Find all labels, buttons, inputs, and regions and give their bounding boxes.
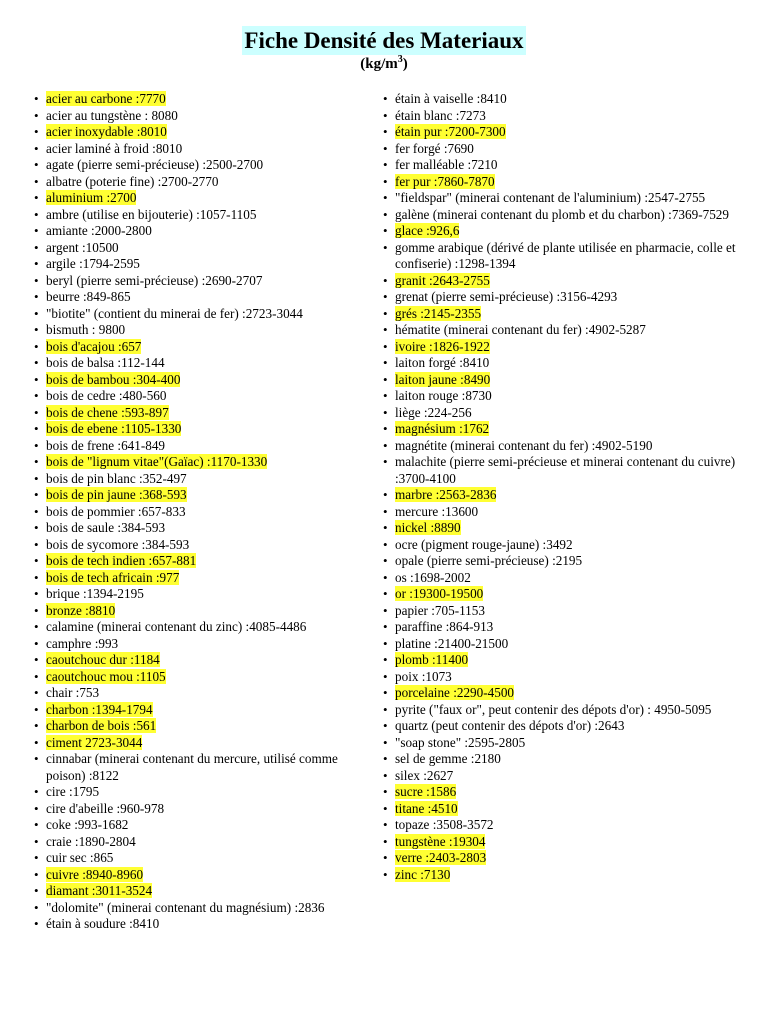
material-item	[34, 619, 368, 636]
material-text: cire d'abeille :960-978	[46, 800, 165, 816]
material-text: cire :1795	[46, 784, 100, 799]
material-item	[34, 850, 368, 867]
material-item	[34, 570, 368, 587]
material-text: pyrite ("faux or", peut contenir des dépots d'or) : 4950-5095	[395, 701, 712, 717]
material-item	[34, 520, 368, 537]
material-item	[383, 603, 739, 620]
material-item	[34, 603, 368, 620]
material-item	[383, 669, 739, 686]
material-item	[34, 801, 368, 818]
material-item	[34, 471, 368, 488]
material-item	[34, 124, 368, 141]
material-text: laiton forgé :8410	[395, 355, 490, 370]
material-text: agate (pierre semi-précieuse) :2500-2700	[46, 157, 264, 172]
material-text: beurre :849-865	[46, 289, 131, 304]
subtitle-exponent: 3	[397, 54, 403, 65]
material-text: bois de frene :641-849	[46, 437, 166, 453]
material-text: étain à vaiselle :8410	[395, 91, 507, 106]
right-column-list	[383, 91, 739, 883]
material-text: nickel :8890	[395, 520, 461, 535]
material-text: plomb :11400	[395, 652, 469, 667]
material-item	[383, 405, 739, 422]
material-text: beryl (pierre semi-précieuse) :2690-2707	[46, 272, 263, 288]
material-item	[383, 487, 739, 504]
material-item	[383, 108, 739, 125]
material-text: fer forgé :7690	[395, 140, 474, 156]
material-text: opale (pierre semi-précieuse) :2195	[395, 553, 583, 568]
material-item	[383, 619, 739, 636]
material-item	[34, 916, 368, 933]
material-text: bois de sycomore :384-593	[46, 536, 190, 552]
material-text: bois de saule :384-593	[46, 520, 166, 535]
material-item	[383, 339, 739, 356]
material-text: mercure :13600	[395, 503, 479, 519]
material-text: gomme arabique (dérivé de plante utilisée en pharmacie, colle et confiserie) :1298-1394	[395, 239, 736, 271]
material-item	[383, 273, 739, 290]
material-item	[34, 91, 368, 108]
material-item	[383, 867, 739, 884]
material-text: verre :2403-2803	[395, 850, 487, 865]
material-item	[383, 174, 739, 191]
material-text: craie :1890-2804	[46, 833, 136, 849]
material-item	[34, 355, 368, 372]
material-text: laiton jaune :8490	[395, 371, 491, 387]
material-item	[34, 751, 368, 784]
material-item	[34, 256, 368, 273]
material-item	[34, 405, 368, 422]
material-text: charbon :1394-1794	[46, 701, 153, 717]
material-item	[383, 718, 739, 735]
material-text: "soap stone" :2595-2805	[395, 734, 526, 750]
material-item	[383, 421, 739, 438]
material-item	[34, 108, 368, 125]
material-text: acier laminé à froid :8010	[46, 140, 183, 156]
material-item	[383, 240, 739, 273]
material-text: bois d'acajou :657	[46, 338, 142, 354]
material-item	[34, 735, 368, 752]
material-item	[383, 355, 739, 372]
material-text: liège :224-256	[395, 404, 472, 420]
page-subtitle	[0, 55, 768, 73]
material-text: platine :21400-21500	[395, 635, 509, 651]
material-text: caoutchouc mou :1105	[46, 668, 166, 684]
material-text: cuivre :8940-8960	[46, 866, 144, 882]
material-text: camphre :993	[46, 635, 119, 651]
material-item	[383, 537, 739, 554]
material-item	[34, 718, 368, 735]
material-text: argent :10500	[46, 239, 119, 255]
material-text: cuir sec :865	[46, 850, 114, 865]
material-text: porcelaine :2290-4500	[395, 685, 515, 700]
material-text: glace :926,6	[395, 223, 460, 238]
material-text: argile :1794-2595	[46, 256, 140, 271]
material-text: zinc :7130	[395, 866, 451, 882]
material-item	[34, 652, 368, 669]
material-item	[34, 702, 368, 719]
material-text: "fieldspar" (minerai contenant de l'aluminium) :2547-2755	[395, 190, 706, 205]
material-text: grés :2145-2355	[395, 305, 482, 321]
material-text: diamant :3011-3524	[46, 883, 153, 898]
material-text: coke :993-1682	[46, 817, 129, 832]
material-item	[34, 900, 368, 917]
material-item	[34, 487, 368, 504]
material-text: acier au tungstène : 8080	[46, 107, 178, 123]
material-text: or :19300-19500	[395, 586, 484, 601]
material-text: papier :705-1153	[395, 602, 485, 618]
material-item	[383, 157, 739, 174]
material-item	[34, 834, 368, 851]
material-text: os :1698-2002	[395, 569, 471, 585]
material-item	[34, 174, 368, 191]
material-text: magnétite (minerai contenant du fer) :4902-5190	[395, 437, 653, 453]
material-text: bismuth : 9800	[46, 322, 126, 337]
material-text: acier au carbone :7770	[46, 91, 166, 106]
material-item	[383, 636, 739, 653]
material-item	[34, 190, 368, 207]
material-text: paraffine :864-913	[395, 619, 494, 634]
material-item	[34, 784, 368, 801]
material-text: albatre (poterie fine) :2700-2770	[46, 173, 219, 189]
material-item	[383, 223, 739, 240]
material-item	[34, 636, 368, 653]
material-item	[383, 817, 739, 834]
material-item	[383, 553, 739, 570]
material-item	[383, 702, 739, 719]
material-item	[34, 883, 368, 900]
material-text: bois de chene :593-897	[46, 404, 169, 420]
material-text: bronze :8810	[46, 602, 116, 618]
material-item	[34, 306, 368, 323]
material-item	[383, 438, 739, 455]
material-item	[383, 735, 739, 752]
material-item	[34, 289, 368, 306]
material-text: bois de ebene :1105-1330	[46, 421, 182, 436]
material-text: cinnabar (minerai contenant du mercure, utilisé comme poison) :8122	[46, 751, 338, 783]
material-text: ambre (utilise en bijouterie) :1057-1105	[46, 206, 257, 222]
material-item	[383, 124, 739, 141]
material-text: fer pur :7860-7870	[395, 173, 495, 189]
material-item	[34, 817, 368, 834]
material-text: étain à soudure :8410	[46, 916, 160, 931]
material-item	[34, 372, 368, 389]
material-item	[383, 141, 739, 158]
material-text: quartz (peut contenir des dépots d'or) :2643	[395, 718, 625, 733]
material-text: grenat (pierre semi-précieuse) :3156-4293	[395, 289, 618, 304]
material-item	[34, 685, 368, 702]
subtitle-unit: (kg/m	[360, 56, 398, 72]
material-text: ciment 2723-3044	[46, 734, 143, 750]
material-item	[34, 553, 368, 570]
material-item	[383, 190, 739, 207]
material-item	[34, 322, 368, 339]
material-text: galène (minerai contenant du plomb et du charbon) :7369-7529	[395, 206, 729, 222]
material-text: bois de balsa :112-144	[46, 355, 165, 370]
material-item	[34, 504, 368, 521]
material-item	[383, 306, 739, 323]
material-item	[383, 207, 739, 224]
material-item	[34, 157, 368, 174]
material-text: étain pur :7200-7300	[395, 124, 506, 139]
material-item	[34, 339, 368, 356]
material-item	[34, 669, 368, 686]
material-text: ivoire :1826-1922	[395, 338, 490, 354]
material-text: sel de gemme :2180	[395, 751, 501, 766]
material-text: bois de pin jaune :368-593	[46, 487, 187, 502]
material-text: granit :2643-2755	[395, 272, 490, 288]
material-text: marbre :2563-2836	[395, 487, 497, 502]
material-text: bois de cedre :480-560	[46, 388, 167, 403]
material-item	[383, 504, 739, 521]
material-text: bois de tech indien :657-881	[46, 553, 197, 568]
material-text: chair :753	[46, 685, 100, 700]
material-text: bois de pin blanc :352-497	[46, 470, 187, 486]
material-text: ocre (pigment rouge-jaune) :3492	[395, 536, 573, 552]
material-item	[383, 372, 739, 389]
material-text: hématite (minerai contenant du fer) :4902-5287	[395, 322, 646, 337]
material-text: laiton rouge :8730	[395, 388, 492, 403]
material-item	[34, 240, 368, 257]
page-title: Fiche Densité des Materiaux	[244, 28, 524, 53]
material-item	[383, 801, 739, 818]
material-text: "dolomite" (minerai contenant du magnésium) :2836	[46, 899, 325, 915]
material-item	[383, 850, 739, 867]
material-text: topaze :3508-3572	[395, 817, 494, 832]
material-text: étain blanc :7273	[395, 107, 486, 123]
material-item	[34, 537, 368, 554]
material-item	[34, 141, 368, 158]
material-item	[34, 867, 368, 884]
material-text: bois de pommier :657-833	[46, 503, 186, 519]
material-text: malachite (pierre semi-précieuse et minerai contenant du cuivre) :3700-4100	[395, 454, 736, 486]
material-item	[34, 421, 368, 438]
material-item	[34, 388, 368, 405]
material-item	[383, 751, 739, 768]
material-text: brique :1394-2195	[46, 586, 144, 601]
material-item	[34, 273, 368, 290]
material-item	[34, 438, 368, 455]
material-item	[34, 586, 368, 603]
material-item	[383, 685, 739, 702]
material-item	[383, 768, 739, 785]
material-item	[34, 207, 368, 224]
material-text: aluminium :2700	[46, 190, 137, 205]
material-text: amiante :2000-2800	[46, 223, 152, 238]
material-item	[383, 586, 739, 603]
subtitle-close: )	[402, 56, 408, 72]
material-text: "biotite" (contient du minerai de fer) :2723-3044	[46, 305, 303, 321]
material-text: bois de bambou :304-400	[46, 371, 181, 387]
left-column-list	[34, 91, 368, 933]
material-item	[34, 223, 368, 240]
material-item	[34, 454, 368, 471]
title-wrapper	[0, 26, 768, 55]
material-item	[383, 91, 739, 108]
material-item	[383, 454, 739, 487]
material-item	[383, 834, 739, 851]
material-text: calamine (minerai contenant du zinc) :4085-4486	[46, 619, 307, 634]
material-item	[383, 388, 739, 405]
material-item	[383, 322, 739, 339]
material-text: titane :4510	[395, 800, 458, 816]
material-text: acier inoxydable :8010	[46, 124, 167, 139]
material-item	[383, 570, 739, 587]
material-item	[383, 784, 739, 801]
material-text: poix :1073	[395, 668, 452, 684]
material-text: tungstène :19304	[395, 833, 486, 849]
material-text: caoutchouc dur :1184	[46, 652, 160, 667]
material-text: fer malléable :7210	[395, 157, 498, 172]
material-text: magnésium :1762	[395, 421, 490, 436]
material-text: silex :2627	[395, 767, 454, 783]
material-item	[383, 289, 739, 306]
material-text: bois de tech africain :977	[46, 569, 180, 585]
material-item	[383, 652, 739, 669]
material-text: sucre :1586	[395, 784, 457, 799]
material-item	[383, 520, 739, 537]
material-text: bois de "lignum vitae"(Gaïac) :1170-1330	[46, 454, 268, 469]
material-text: charbon de bois :561	[46, 718, 157, 733]
